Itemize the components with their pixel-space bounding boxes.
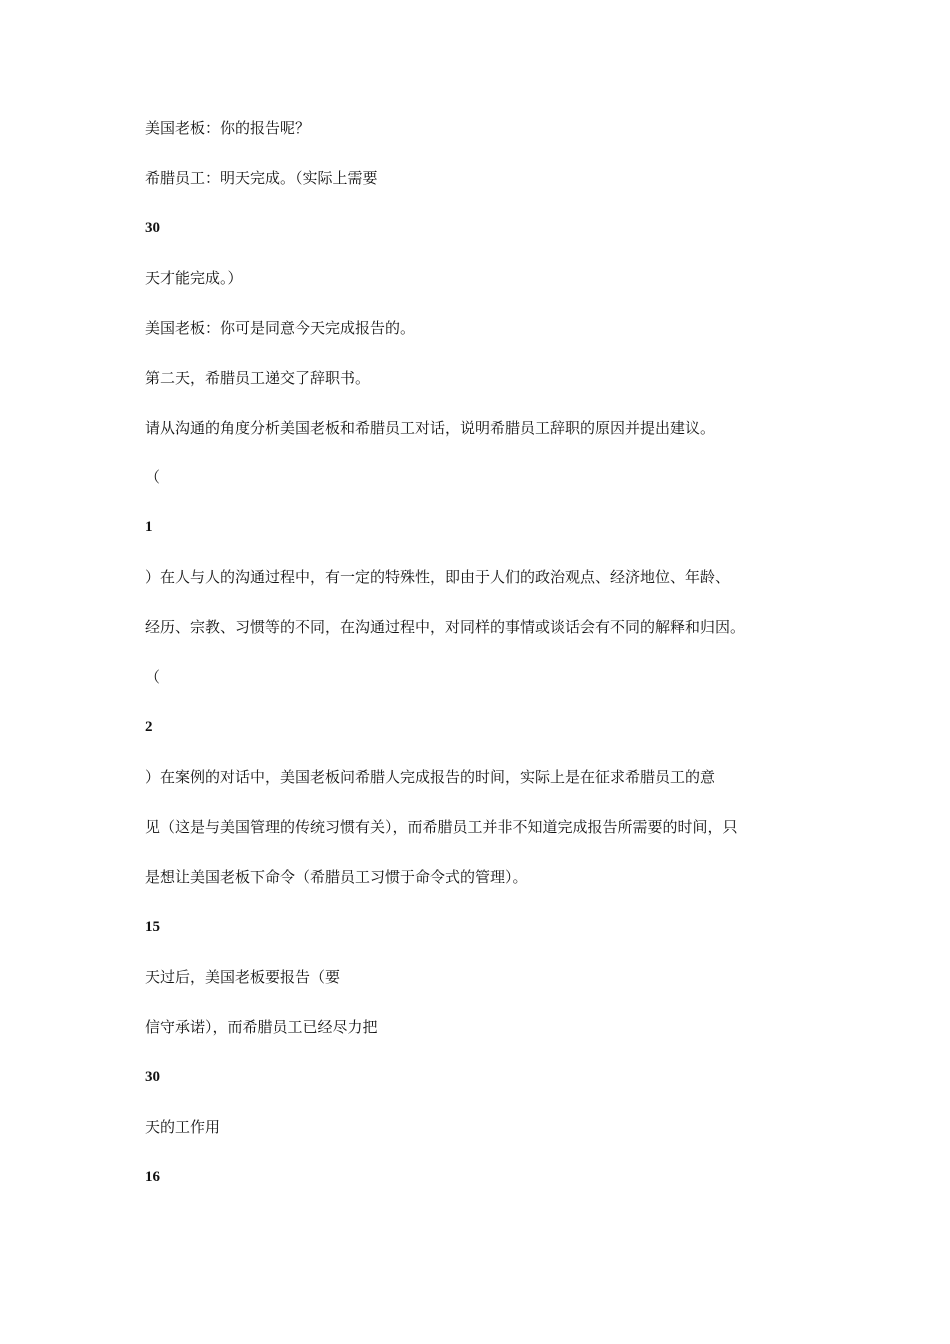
answer-point-2-line-2: 见（这是与美国管理的传统习惯有关），而希腊员工并非不知道完成报告所需要的时间，只: [145, 818, 738, 836]
number-line: 30: [145, 1069, 160, 1085]
point-number-line: 1: [145, 519, 153, 535]
body-text-line: 信守承诺），而希腊员工已经尽力把: [145, 1018, 378, 1036]
number-line: 15: [145, 919, 160, 935]
answer-point-2-line-1: ）在案例的对话中，美国老板问希腊人完成报告的时间，实际上是在征求希腊员工的意: [145, 768, 716, 786]
bracket-line: （: [145, 668, 161, 686]
number-line: 30: [145, 220, 160, 236]
answer-point-2-line-3: 是想让美国老板下命令（希腊员工习惯于命令式的管理）。: [145, 868, 528, 886]
point-number-line: 2: [145, 719, 153, 735]
body-text-line: 天的工作用: [145, 1118, 221, 1136]
number-line: 16: [145, 1169, 160, 1185]
answer-point-1-line-1: ）在人与人的沟通过程中，有一定的特殊性，即由于人们的政治观点、经济地位、年龄、: [145, 568, 731, 586]
narrative-line-resignation: 第二天，希腊员工递交了辞职书。: [145, 369, 371, 387]
answer-point-1-line-2: 经历、宗教、习惯等的不同，在沟通过程中，对同样的事情或谈话会有不同的解释和归因。: [145, 618, 746, 636]
dialogue-line-employee-answers: 希腊员工：明天完成。（实际上需要: [145, 169, 378, 187]
dialogue-line-boss-replies: 美国老板：你可是同意今天完成报告的。: [145, 319, 416, 337]
bracket-line: （: [145, 468, 161, 486]
question-line: 请从沟通的角度分析美国老板和希腊员工对话，说明希腊员工辞职的原因并提出建议。: [145, 419, 716, 437]
dialogue-line-continued: 天才能完成。）: [145, 269, 243, 287]
body-text-line: 天过后，美国老板要报告（要: [145, 968, 341, 986]
dialogue-line-boss-asks: 美国老板：你的报告呢？: [145, 119, 311, 137]
